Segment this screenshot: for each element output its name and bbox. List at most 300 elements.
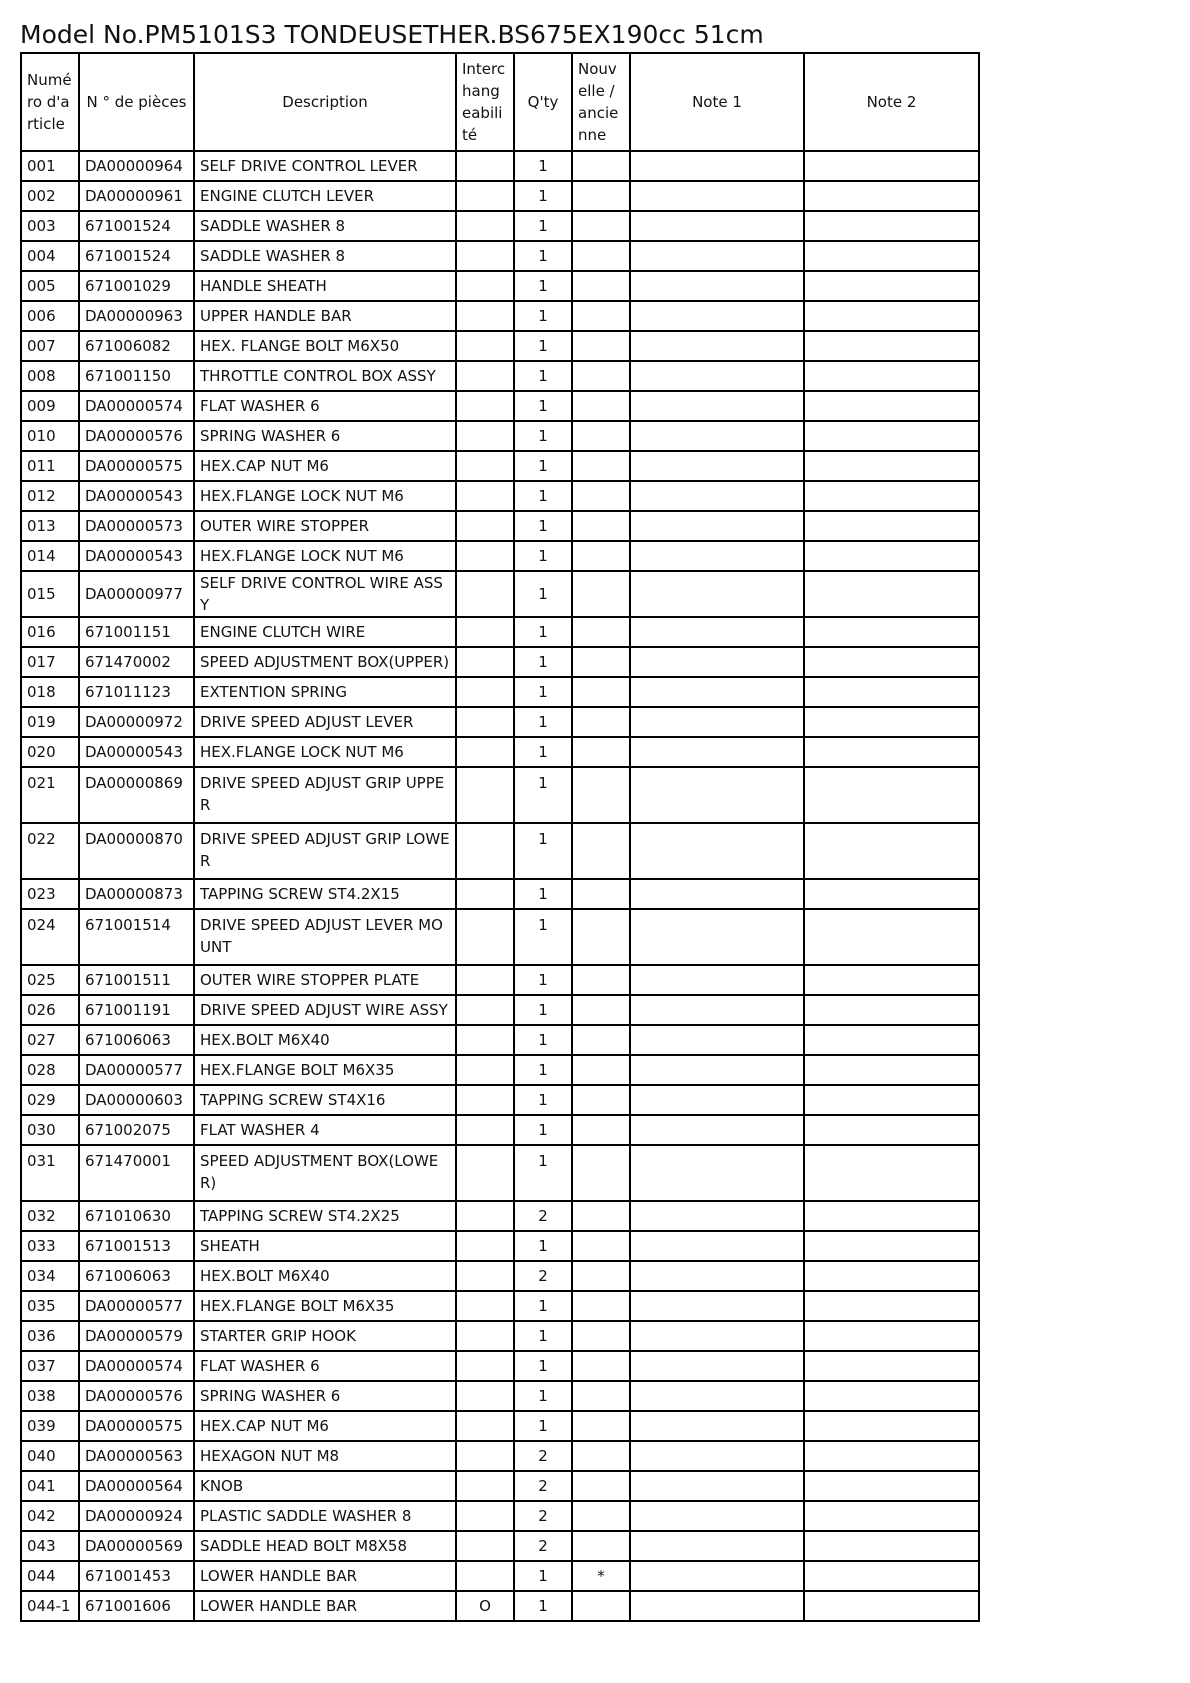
- interchangeability-cell: [456, 823, 514, 879]
- description-cell: SADDLE WASHER 8: [194, 211, 456, 241]
- note-2-cell: [804, 1025, 979, 1055]
- note-2-cell: [804, 301, 979, 331]
- part-no-cell: DA00000574: [79, 1351, 194, 1381]
- item-no-cell: 043: [21, 1531, 79, 1561]
- part-no-cell: DA00000870: [79, 823, 194, 879]
- part-no-cell: DA00000963: [79, 301, 194, 331]
- description-cell: DRIVE SPEED ADJUST LEVER MOUNT: [194, 909, 456, 965]
- new-old-cell: [572, 481, 630, 511]
- interchangeability-cell: [456, 361, 514, 391]
- qty-cell: 1: [514, 767, 572, 823]
- note-1-cell: [630, 1531, 804, 1561]
- part-no-cell: 671470001: [79, 1145, 194, 1201]
- qty-cell: 2: [514, 1261, 572, 1291]
- note-2-cell: [804, 1381, 979, 1411]
- description-cell: HEX.BOLT M6X40: [194, 1261, 456, 1291]
- note-2-cell: [804, 1261, 979, 1291]
- table-row: [21, 1471, 979, 1501]
- qty-cell: 1: [514, 241, 572, 271]
- qty-cell: 2: [514, 1471, 572, 1501]
- new-old-cell: [572, 391, 630, 421]
- new-old-cell: [572, 1085, 630, 1115]
- new-old-cell: [572, 1411, 630, 1441]
- table-row: [21, 707, 979, 737]
- note-1-cell: [630, 241, 804, 271]
- description-cell: OUTER WIRE STOPPER: [194, 511, 456, 541]
- interchangeability-cell: [456, 241, 514, 271]
- qty-cell: 1: [514, 1025, 572, 1055]
- note-1-cell: [630, 181, 804, 211]
- item-no-cell: 030: [21, 1115, 79, 1145]
- item-no-cell: 018: [21, 677, 79, 707]
- table-row: [21, 823, 979, 879]
- interchangeability-cell: [456, 451, 514, 481]
- new-old-cell: [572, 1231, 630, 1261]
- new-old-cell: [572, 361, 630, 391]
- new-old-cell: [572, 1145, 630, 1201]
- note-1-cell: [630, 1201, 804, 1231]
- note-1-cell: [630, 511, 804, 541]
- new-old-cell: [572, 1055, 630, 1085]
- item-no-cell: 006: [21, 301, 79, 331]
- note-1-cell: [630, 909, 804, 965]
- new-old-cell: [572, 301, 630, 331]
- note-2-cell: [804, 1085, 979, 1115]
- description-cell: SADDLE HEAD BOLT M8X58: [194, 1531, 456, 1561]
- note-2-cell: [804, 1531, 979, 1561]
- new-old-cell: *: [572, 1561, 630, 1591]
- note-1-cell: [630, 361, 804, 391]
- note-2-cell: [804, 1055, 979, 1085]
- note-1-cell: [630, 1291, 804, 1321]
- new-old-cell: [572, 151, 630, 181]
- note-2-cell: [804, 1291, 979, 1321]
- note-1-cell: [630, 823, 804, 879]
- note-2-cell: [804, 909, 979, 965]
- qty-cell: 1: [514, 211, 572, 241]
- new-old-cell: [572, 451, 630, 481]
- interchangeability-cell: [456, 1501, 514, 1531]
- item-no-cell: 002: [21, 181, 79, 211]
- description-cell: FLAT WASHER 4: [194, 1115, 456, 1145]
- description-cell: SELF DRIVE CONTROL LEVER: [194, 151, 456, 181]
- note-2-cell: [804, 1351, 979, 1381]
- note-2-cell: [804, 481, 979, 511]
- item-no-cell: 013: [21, 511, 79, 541]
- interchangeability-cell: [456, 909, 514, 965]
- description-cell: LOWER HANDLE BAR: [194, 1591, 456, 1621]
- description-cell: DRIVE SPEED ADJUST GRIP UPPER: [194, 767, 456, 823]
- item-no-cell: 008: [21, 361, 79, 391]
- interchangeability-cell: [456, 879, 514, 909]
- table-row: [21, 241, 979, 271]
- note-2-cell: [804, 1471, 979, 1501]
- qty-cell: 1: [514, 995, 572, 1025]
- qty-cell: 1: [514, 1085, 572, 1115]
- table-row: [21, 1531, 979, 1561]
- interchangeability-cell: [456, 511, 514, 541]
- item-no-cell: 009: [21, 391, 79, 421]
- new-old-cell: [572, 571, 630, 617]
- new-old-cell: [572, 1531, 630, 1561]
- qty-cell: 1: [514, 1351, 572, 1381]
- part-no-cell: DA00000543: [79, 481, 194, 511]
- new-old-cell: [572, 707, 630, 737]
- qty-cell: 1: [514, 965, 572, 995]
- new-old-cell: [572, 647, 630, 677]
- item-no-cell: 038: [21, 1381, 79, 1411]
- qty-cell: 1: [514, 451, 572, 481]
- interchangeability-cell: [456, 1025, 514, 1055]
- note-2-cell: [804, 1201, 979, 1231]
- qty-cell: 1: [514, 617, 572, 647]
- qty-cell: 1: [514, 879, 572, 909]
- note-2-cell: [804, 707, 979, 737]
- interchangeability-cell: [456, 1471, 514, 1501]
- description-cell: HEXAGON NUT M8: [194, 1441, 456, 1471]
- item-no-cell: 011: [21, 451, 79, 481]
- interchangeability-cell: [456, 647, 514, 677]
- new-old-cell: [572, 271, 630, 301]
- item-no-cell: 035: [21, 1291, 79, 1321]
- description-cell: SHEATH: [194, 1231, 456, 1261]
- note-1-cell: [630, 677, 804, 707]
- description-cell: HEX.FLANGE BOLT M6X35: [194, 1291, 456, 1321]
- qty-cell: 1: [514, 737, 572, 767]
- item-no-cell: 007: [21, 331, 79, 361]
- part-no-cell: DA00000564: [79, 1471, 194, 1501]
- table-row: [21, 571, 979, 617]
- header-item-no: Numéro d'article: [21, 53, 79, 151]
- part-no-cell: 671001151: [79, 617, 194, 647]
- item-no-cell: 028: [21, 1055, 79, 1085]
- interchangeability-cell: [456, 181, 514, 211]
- new-old-cell: [572, 909, 630, 965]
- item-no-cell: 039: [21, 1411, 79, 1441]
- description-cell: HEX.FLANGE LOCK NUT M6: [194, 541, 456, 571]
- note-1-cell: [630, 151, 804, 181]
- note-2-cell: [804, 677, 979, 707]
- qty-cell: 2: [514, 1441, 572, 1471]
- interchangeability-cell: [456, 1441, 514, 1471]
- table-row: [21, 391, 979, 421]
- description-cell: EXTENTION SPRING: [194, 677, 456, 707]
- part-no-cell: DA00000869: [79, 767, 194, 823]
- new-old-cell: [572, 965, 630, 995]
- qty-cell: 1: [514, 647, 572, 677]
- table-row: [21, 647, 979, 677]
- part-no-cell: DA00000577: [79, 1055, 194, 1085]
- note-1-cell: [630, 879, 804, 909]
- note-1-cell: [630, 1231, 804, 1261]
- table-row: [21, 421, 979, 451]
- table-row: [21, 511, 979, 541]
- new-old-cell: [572, 1591, 630, 1621]
- note-1-cell: [630, 707, 804, 737]
- note-2-cell: [804, 1115, 979, 1145]
- header-qty: Q'ty: [514, 53, 572, 151]
- new-old-cell: [572, 541, 630, 571]
- item-no-cell: 010: [21, 421, 79, 451]
- qty-cell: 1: [514, 1321, 572, 1351]
- qty-cell: 1: [514, 1591, 572, 1621]
- item-no-cell: 014: [21, 541, 79, 571]
- description-cell: STARTER GRIP HOOK: [194, 1321, 456, 1351]
- qty-cell: 1: [514, 331, 572, 361]
- table-row: [21, 677, 979, 707]
- note-2-cell: [804, 211, 979, 241]
- note-1-cell: [630, 1441, 804, 1471]
- table-row: [21, 1201, 979, 1231]
- note-2-cell: [804, 879, 979, 909]
- table-row: [21, 879, 979, 909]
- part-no-cell: DA00000575: [79, 451, 194, 481]
- note-1-cell: [630, 737, 804, 767]
- part-no-cell: DA00000964: [79, 151, 194, 181]
- interchangeability-cell: [456, 271, 514, 301]
- new-old-cell: [572, 1471, 630, 1501]
- qty-cell: 1: [514, 707, 572, 737]
- new-old-cell: [572, 1351, 630, 1381]
- note-2-cell: [804, 647, 979, 677]
- new-old-cell: [572, 331, 630, 361]
- interchangeability-cell: [456, 541, 514, 571]
- table-row: [21, 1411, 979, 1441]
- description-cell: FLAT WASHER 6: [194, 1351, 456, 1381]
- item-no-cell: 016: [21, 617, 79, 647]
- qty-cell: 1: [514, 1381, 572, 1411]
- table-row: [21, 1055, 979, 1085]
- interchangeability-cell: [456, 617, 514, 647]
- note-1-cell: [630, 1381, 804, 1411]
- qty-cell: 1: [514, 1055, 572, 1085]
- interchangeability-cell: [456, 737, 514, 767]
- qty-cell: 1: [514, 1561, 572, 1591]
- qty-cell: 1: [514, 421, 572, 451]
- new-old-cell: [572, 1115, 630, 1145]
- interchangeability-cell: [456, 151, 514, 181]
- note-2-cell: [804, 617, 979, 647]
- table-row: [21, 271, 979, 301]
- new-old-cell: [572, 421, 630, 451]
- interchangeability-cell: [456, 1291, 514, 1321]
- note-2-cell: [804, 1411, 979, 1441]
- part-no-cell: 671470002: [79, 647, 194, 677]
- interchangeability-cell: [456, 331, 514, 361]
- interchangeability-cell: [456, 301, 514, 331]
- qty-cell: 1: [514, 1231, 572, 1261]
- note-2-cell: [804, 421, 979, 451]
- item-no-cell: 040: [21, 1441, 79, 1471]
- new-old-cell: [572, 181, 630, 211]
- qty-cell: 1: [514, 481, 572, 511]
- note-2-cell: [804, 965, 979, 995]
- interchangeability-cell: [456, 391, 514, 421]
- interchangeability-cell: [456, 211, 514, 241]
- note-1-cell: [630, 1085, 804, 1115]
- note-1-cell: [630, 571, 804, 617]
- note-1-cell: [630, 647, 804, 677]
- description-cell: HANDLE SHEATH: [194, 271, 456, 301]
- table-row: [21, 1231, 979, 1261]
- part-no-cell: DA00000575: [79, 1411, 194, 1441]
- item-no-cell: 024: [21, 909, 79, 965]
- parts-table: [20, 52, 980, 1622]
- note-2-cell: [804, 451, 979, 481]
- part-no-cell: DA00000576: [79, 1381, 194, 1411]
- qty-cell: 1: [514, 1411, 572, 1441]
- table-row: [21, 451, 979, 481]
- note-2-cell: [804, 571, 979, 617]
- part-no-cell: DA00000603: [79, 1085, 194, 1115]
- new-old-cell: [572, 1501, 630, 1531]
- item-no-cell: 044: [21, 1561, 79, 1591]
- header-interchangeability: Interchangeabilité: [456, 53, 514, 151]
- interchangeability-cell: [456, 767, 514, 823]
- description-cell: TAPPING SCREW ST4.2X15: [194, 879, 456, 909]
- part-no-cell: DA00000543: [79, 541, 194, 571]
- note-2-cell: [804, 1321, 979, 1351]
- new-old-cell: [572, 823, 630, 879]
- item-no-cell: 020: [21, 737, 79, 767]
- note-1-cell: [630, 541, 804, 571]
- note-2-cell: [804, 241, 979, 271]
- qty-cell: 1: [514, 823, 572, 879]
- table-row: [21, 331, 979, 361]
- new-old-cell: [572, 211, 630, 241]
- description-cell: DRIVE SPEED ADJUST WIRE ASSY: [194, 995, 456, 1025]
- description-cell: SPEED ADJUSTMENT BOX(LOWER): [194, 1145, 456, 1201]
- note-1-cell: [630, 451, 804, 481]
- item-no-cell: 025: [21, 965, 79, 995]
- description-cell: LOWER HANDLE BAR: [194, 1561, 456, 1591]
- description-cell: THROTTLE CONTROL BOX ASSY: [194, 361, 456, 391]
- description-cell: DRIVE SPEED ADJUST GRIP LOWER: [194, 823, 456, 879]
- part-no-cell: DA00000569: [79, 1531, 194, 1561]
- part-no-cell: 671006063: [79, 1261, 194, 1291]
- note-1-cell: [630, 1351, 804, 1381]
- note-2-cell: [804, 361, 979, 391]
- description-cell: SADDLE WASHER 8: [194, 241, 456, 271]
- description-cell: HEX.FLANGE BOLT M6X35: [194, 1055, 456, 1085]
- description-cell: TAPPING SCREW ST4X16: [194, 1085, 456, 1115]
- item-no-cell: 012: [21, 481, 79, 511]
- table-row: [21, 617, 979, 647]
- note-2-cell: [804, 995, 979, 1025]
- item-no-cell: 033: [21, 1231, 79, 1261]
- table-header-row: [21, 53, 979, 151]
- table-row: [21, 481, 979, 511]
- part-no-cell: 671001150: [79, 361, 194, 391]
- table-row: [21, 301, 979, 331]
- note-1-cell: [630, 391, 804, 421]
- item-no-cell: 029: [21, 1085, 79, 1115]
- item-no-cell: 037: [21, 1351, 79, 1381]
- qty-cell: 1: [514, 181, 572, 211]
- note-2-cell: [804, 1501, 979, 1531]
- interchangeability-cell: [456, 677, 514, 707]
- note-1-cell: [630, 301, 804, 331]
- part-no-cell: DA00000577: [79, 1291, 194, 1321]
- note-2-cell: [804, 1561, 979, 1591]
- new-old-cell: [572, 1441, 630, 1471]
- note-2-cell: [804, 391, 979, 421]
- qty-cell: 2: [514, 1201, 572, 1231]
- item-no-cell: 036: [21, 1321, 79, 1351]
- table-row: [21, 965, 979, 995]
- part-no-cell: 671011123: [79, 677, 194, 707]
- new-old-cell: [572, 1025, 630, 1055]
- note-1-cell: [630, 1501, 804, 1531]
- description-cell: KNOB: [194, 1471, 456, 1501]
- table-row: [21, 1321, 979, 1351]
- note-1-cell: [630, 1591, 804, 1621]
- item-no-cell: 023: [21, 879, 79, 909]
- item-no-cell: 022: [21, 823, 79, 879]
- note-2-cell: [804, 331, 979, 361]
- table-row: [21, 737, 979, 767]
- note-2-cell: [804, 737, 979, 767]
- note-1-cell: [630, 767, 804, 823]
- part-no-cell: DA00000576: [79, 421, 194, 451]
- new-old-cell: [572, 1201, 630, 1231]
- description-cell: SPRING WASHER 6: [194, 421, 456, 451]
- item-no-cell: 032: [21, 1201, 79, 1231]
- description-cell: PLASTIC SADDLE WASHER 8: [194, 1501, 456, 1531]
- interchangeability-cell: [456, 571, 514, 617]
- item-no-cell: 001: [21, 151, 79, 181]
- part-no-cell: DA00000543: [79, 737, 194, 767]
- qty-cell: 1: [514, 271, 572, 301]
- note-1-cell: [630, 1055, 804, 1085]
- qty-cell: 1: [514, 1145, 572, 1201]
- interchangeability-cell: [456, 995, 514, 1025]
- interchangeability-cell: [456, 1531, 514, 1561]
- interchangeability-cell: [456, 965, 514, 995]
- qty-cell: 2: [514, 1531, 572, 1561]
- table-row: [21, 151, 979, 181]
- part-no-cell: 671002075: [79, 1115, 194, 1145]
- qty-cell: 2: [514, 1501, 572, 1531]
- part-no-cell: 671001513: [79, 1231, 194, 1261]
- note-1-cell: [630, 481, 804, 511]
- item-no-cell: 003: [21, 211, 79, 241]
- header-note-1: Note 1: [630, 53, 804, 151]
- part-no-cell: 671006063: [79, 1025, 194, 1055]
- interchangeability-cell: [456, 1201, 514, 1231]
- description-cell: OUTER WIRE STOPPER PLATE: [194, 965, 456, 995]
- part-no-cell: DA00000924: [79, 1501, 194, 1531]
- part-no-cell: DA00000563: [79, 1441, 194, 1471]
- description-cell: ENGINE CLUTCH LEVER: [194, 181, 456, 211]
- table-row: [21, 1501, 979, 1531]
- qty-cell: 1: [514, 151, 572, 181]
- note-1-cell: [630, 271, 804, 301]
- part-no-cell: DA00000573: [79, 511, 194, 541]
- interchangeability-cell: [456, 1381, 514, 1411]
- part-no-cell: 671010630: [79, 1201, 194, 1231]
- description-cell: HEX.CAP NUT M6: [194, 451, 456, 481]
- item-no-cell: 021: [21, 767, 79, 823]
- interchangeability-cell: [456, 1411, 514, 1441]
- part-no-cell: DA00000977: [79, 571, 194, 617]
- new-old-cell: [572, 995, 630, 1025]
- note-2-cell: [804, 1441, 979, 1471]
- header-note-2: Note 2: [804, 53, 979, 151]
- item-no-cell: 027: [21, 1025, 79, 1055]
- parts-table-body: [21, 151, 979, 1621]
- note-1-cell: [630, 1471, 804, 1501]
